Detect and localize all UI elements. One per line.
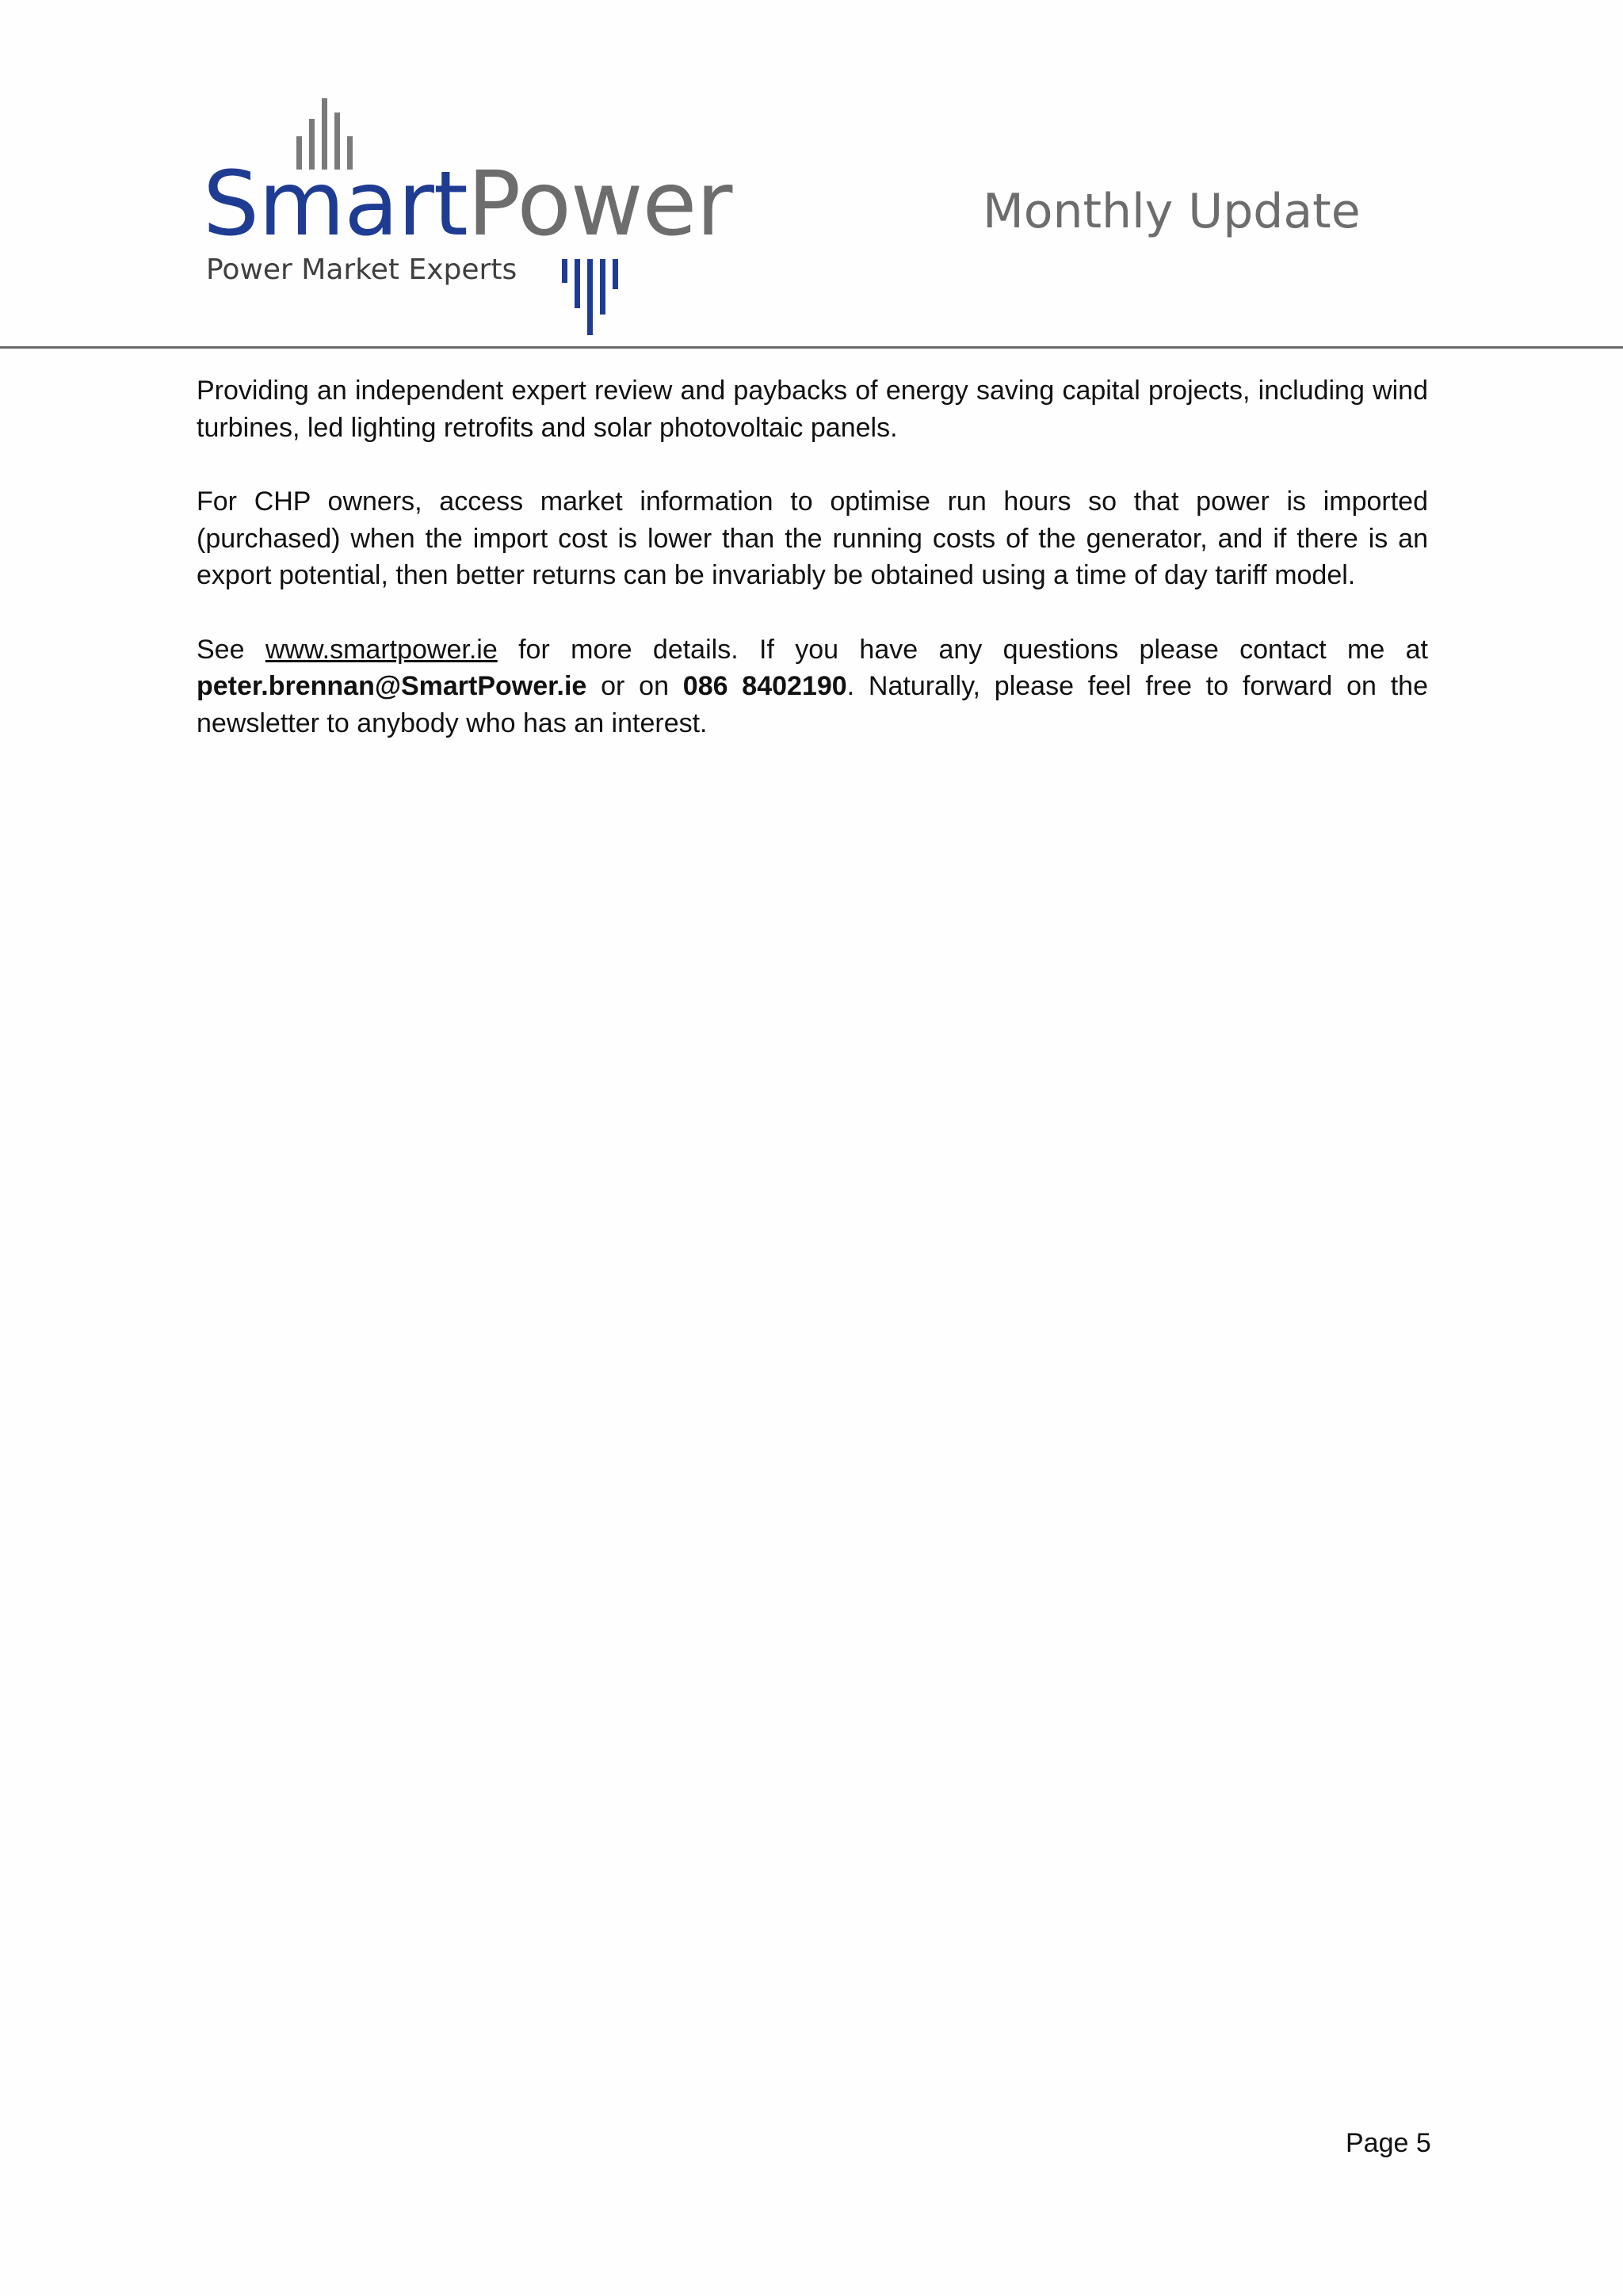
header-divider: [0, 346, 1623, 349]
document-title: Monthly Update: [983, 184, 1361, 239]
logo-bars-bottom-icon: [559, 257, 630, 337]
contact-middle-2: or on: [586, 671, 683, 701]
contact-suffix: . Naturally, please feel free to forward on the newsletter to anybody who has an interest.: [197, 671, 1428, 738]
page-content: [197, 372, 1428, 779]
contact-email: peter.brennan@SmartPower.ie: [197, 671, 587, 701]
logo-tagline: Power Market Experts: [206, 254, 517, 286]
contact-middle-1: for more details. If you have any questions please contact me at: [497, 634, 1428, 665]
paragraph-project-review: Providing an independent expert review and paybacks of energy saving capital projects, including wind turbines, led lighting retrofits and solar photovoltaic panels.: [197, 376, 1428, 443]
smartpower-logo: [198, 87, 753, 341]
contact-phone: 086 8402190: [682, 671, 847, 701]
contact-prefix: See: [197, 634, 265, 665]
page-header: [0, 0, 1623, 349]
paragraph-chp-owners: For CHP owners, access market information to optimise run hours so that power is imported (purchased) when the import cost is lower than the running costs of the generator, and if there is an export potential, then better returns can be invariably be obtained using a time of day tariff model.: [197, 486, 1428, 590]
logo-word-power: Power: [467, 153, 732, 256]
page-number: Page 5: [1346, 2128, 1431, 2158]
logo-wordmark: [203, 153, 732, 256]
logo-word-smart: Smart: [203, 153, 468, 256]
website-link[interactable]: www.smartpower.ie: [265, 634, 498, 665]
paragraph-contact: [197, 631, 1428, 742]
